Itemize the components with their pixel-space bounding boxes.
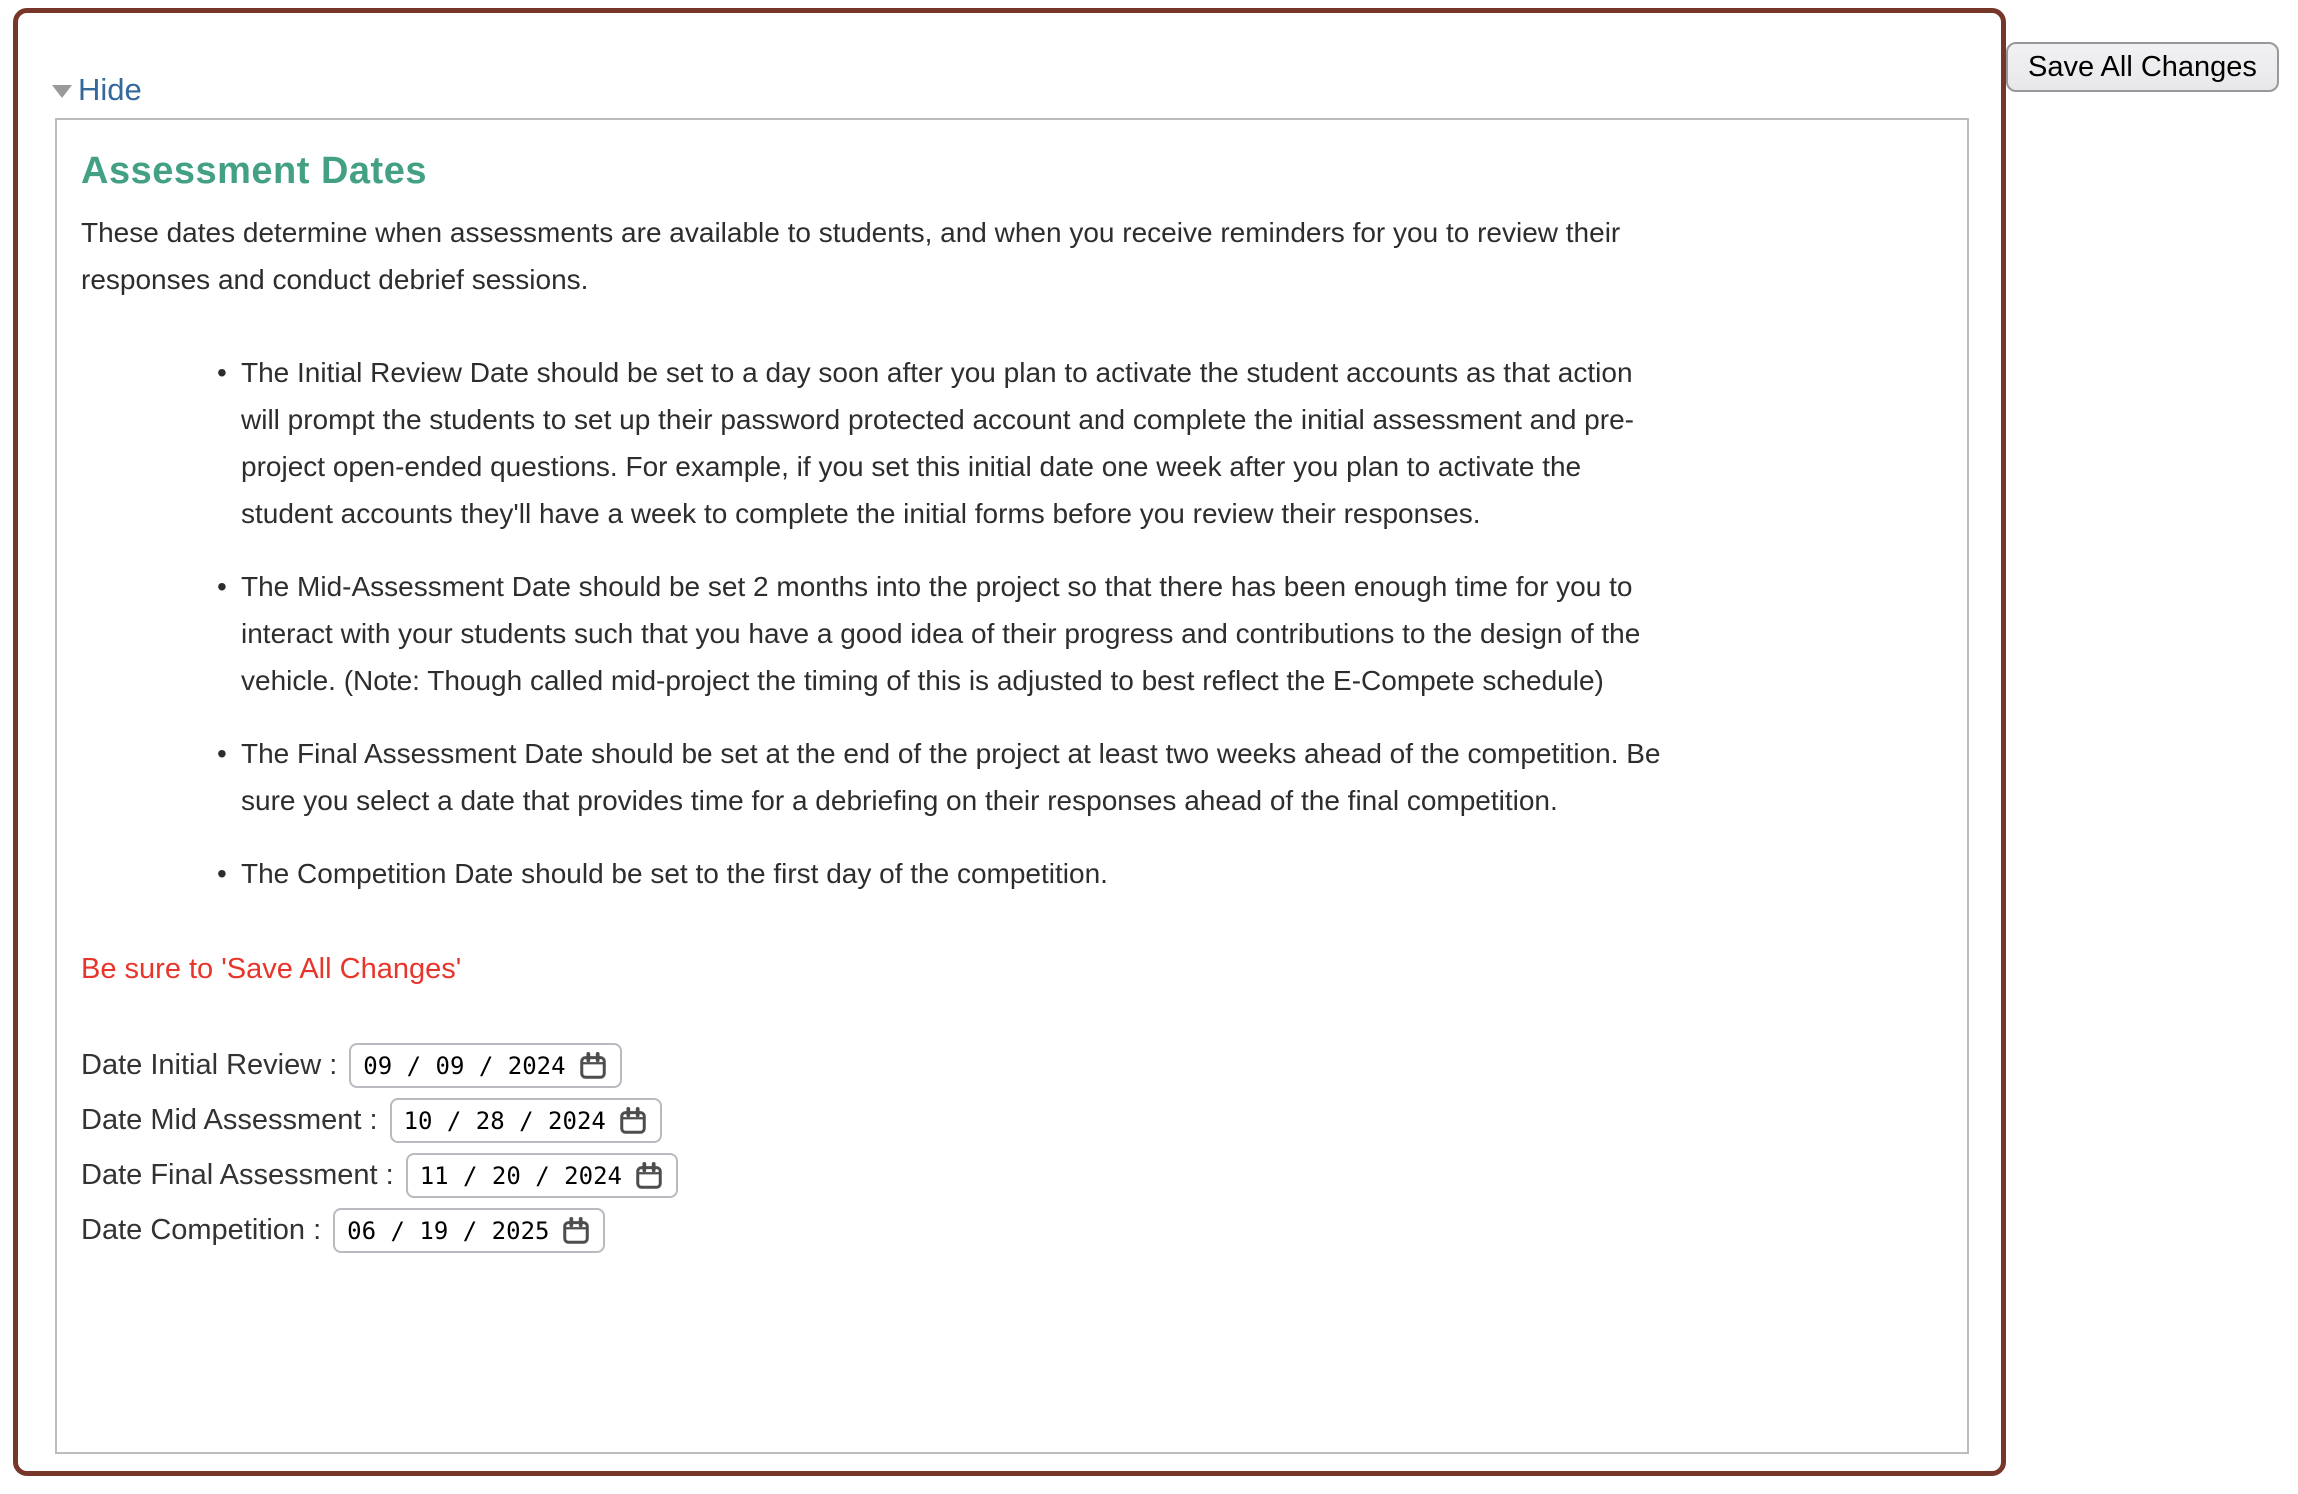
assessment-dates-panel: [13, 8, 2006, 1476]
date-row-mid-assessment: [81, 1093, 1927, 1148]
calendar-icon[interactable]: [561, 1216, 591, 1246]
calendar-icon[interactable]: [634, 1161, 664, 1191]
date-field-label: Date Mid Assessment :: [81, 1104, 378, 1136]
section-description: These dates determine when assessments are available to students, and when you receive reminders for you to review their responses and conduct debrief sessions.: [81, 217, 1621, 295]
date-value: 10 / 28 / 2024: [403, 1106, 606, 1135]
date-competition-input[interactable]: [333, 1208, 605, 1253]
date-initial-review-input[interactable]: [349, 1043, 621, 1088]
save-warning-text: Be sure to 'Save All Changes': [81, 953, 462, 985]
hide-toggle[interactable]: [52, 72, 182, 108]
calendar-icon[interactable]: [618, 1106, 648, 1136]
guidelines-list: [81, 349, 1927, 897]
date-row-competition: [81, 1203, 1927, 1258]
date-field-label: Date Final Assessment :: [81, 1159, 394, 1191]
date-value: 11 / 20 / 2024: [419, 1161, 622, 1190]
date-mid-assessment-input[interactable]: [390, 1098, 662, 1143]
assessment-dates-box: [55, 118, 1969, 1454]
calendar-icon[interactable]: [578, 1051, 608, 1081]
date-field-label: Date Initial Review :: [81, 1049, 338, 1081]
triangle-down-icon: [52, 85, 72, 98]
date-value: 06 / 19 / 2025: [347, 1216, 550, 1245]
save-all-changes-button[interactable]: Save All Changes: [2006, 42, 2279, 92]
hide-link[interactable]: Hide: [78, 72, 142, 107]
date-final-assessment-input[interactable]: [406, 1153, 678, 1198]
list-item-initial-review: • The Initial Review Date should be set to a day soon after you plan to activate the student accounts as that action will prompt the students to set up their password protected account and complete the initial assessment and pre-project open-ended questions. For example, if you set this initial date one week after you plan to activate the student accounts they'll have a week to complete the initial forms before you review their responses.: [241, 349, 1661, 537]
date-row-initial-review: [81, 1038, 1927, 1093]
page-title: Assessment Dates: [81, 150, 427, 192]
date-row-final-assessment: [81, 1148, 1927, 1203]
date-fields: [81, 1038, 1927, 1258]
list-item-mid-assessment: • The Mid-Assessment Date should be set 2 months into the project so that there has been enough time for you to interact with your students such that you have a good idea of their progress and contributions to the design of the vehicle. (Note: Though called mid-project the timing of this is adjusted to best reflect the E-Compete schedule): [241, 563, 1661, 704]
date-value: 09 / 09 / 2024: [363, 1051, 566, 1080]
date-field-label: Date Competition :: [81, 1214, 322, 1246]
list-item-competition: • The Competition Date should be set to the first day of the competition.: [241, 850, 1661, 897]
list-item-final-assessment: • The Final Assessment Date should be set at the end of the project at least two weeks ahead of the competition. Be sure you select a date that provides time for a debriefing on their responses ahead of the final competition.: [241, 730, 1661, 824]
